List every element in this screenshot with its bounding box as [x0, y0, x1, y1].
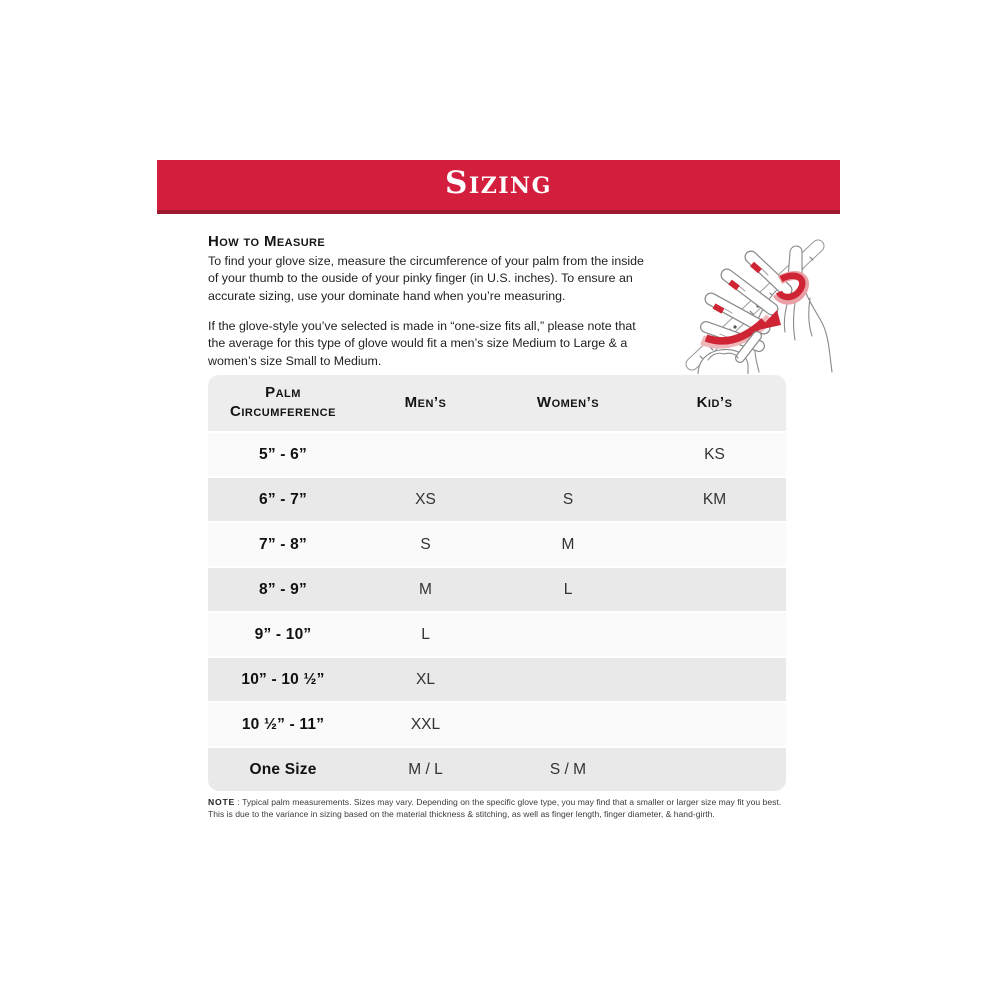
palm-range: 8” - 9” [259, 580, 307, 598]
col-header-kids: Kid’s [696, 393, 733, 411]
how-to-measure-heading: How to Measure [208, 233, 326, 250]
mens-size: M / L [408, 760, 443, 778]
hand-illustration-svg [640, 224, 845, 374]
palm-range: 7” - 8” [259, 535, 307, 553]
womens-size: L [563, 580, 573, 598]
col-header-womens: Women’s [536, 393, 600, 411]
table-row [208, 703, 786, 746]
footnote-label: NOTE [208, 797, 236, 807]
palm-range: 10 ½” - 11” [241, 715, 325, 733]
sizing-banner [157, 160, 840, 214]
table-row [208, 433, 786, 476]
mens-size: M [419, 580, 432, 598]
col-header-palm-circumference: Palm Circumference [230, 384, 336, 420]
mens-size: XXL [410, 715, 441, 733]
palm-range: 6” - 7” [259, 490, 307, 508]
footnote [208, 796, 790, 821]
one-size-note-paragraph: If the glove-style you’ve selected is made in “one-size fits all,” please note that the average for this type of glove would fit a men’s size Medium to Large & a women’s size Small to Medium. [208, 319, 636, 368]
womens-size: S / M [549, 760, 587, 778]
palm-range: 9” - 10” [254, 625, 312, 643]
mens-size: XL [416, 670, 435, 688]
table-row [208, 613, 786, 656]
mens-size: S [420, 535, 431, 553]
footnote-text: : Typical palm measurements. Sizes may vary. Depending on the specific glove type, you may find that a smaller or larger size may fit you best. This is due to the variance in sizing based on the material thickness & stitching, as well as finger length, finger diameter, & hand-girth. [208, 797, 782, 820]
col-header-mens: Men’s [404, 393, 447, 411]
table-row [208, 568, 786, 611]
hand-measuring-illustration [640, 224, 845, 374]
table-row [208, 523, 786, 566]
sizing-table [208, 375, 786, 791]
table-row [208, 478, 786, 521]
table-row [208, 658, 786, 701]
mens-size: XS [415, 490, 436, 508]
measure-instructions-paragraph: To find your glove size, measure the circumference of your palm from the inside of your thumb to the ouside of your pinky finger (in U.S. inches). To ensure an accurate sizing, use your dominate hand when you’re measuring. [208, 254, 644, 303]
palm-range: 10” - 10 ½” [241, 670, 325, 688]
kids-size: KS [704, 445, 725, 463]
page-title: Sizing [445, 165, 552, 201]
womens-size: S [562, 490, 574, 508]
how-to-measure-section [208, 233, 645, 383]
palm-range: 5” - 6” [259, 445, 307, 463]
palm-range: One Size [249, 760, 317, 778]
table-row [208, 748, 786, 791]
kids-size: KM [702, 490, 727, 508]
mens-size: L [421, 625, 430, 643]
table-header-row [208, 375, 786, 431]
womens-size: M [561, 535, 575, 553]
